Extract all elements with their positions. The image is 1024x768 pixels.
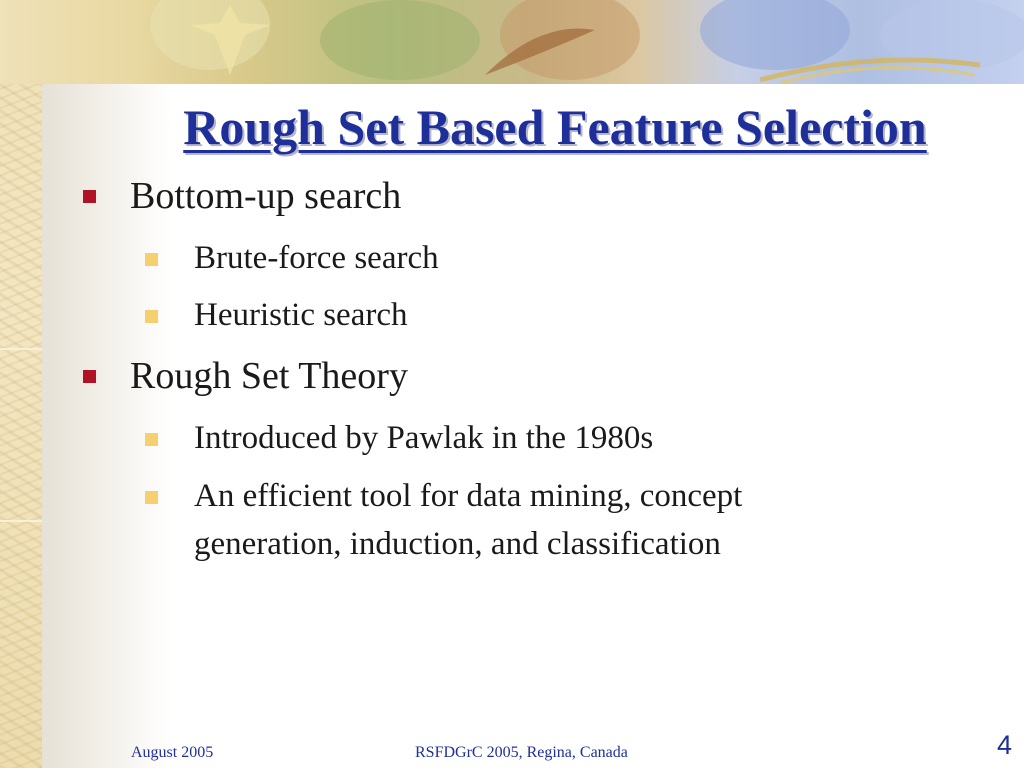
sub-bullet-item: [194, 414, 653, 462]
sub-bullet-text: An efficient tool for data mining, concept generation, induction, and classification: [194, 478, 743, 562]
sub-bullet-item: [194, 291, 408, 339]
footer-date: August 2005: [131, 744, 214, 761]
bullet-item: [130, 354, 408, 398]
bullet-text: Bottom-up search: [130, 175, 402, 217]
square-bullet-icon: [83, 370, 96, 383]
footer-venue: RSFDGrC 2005, Regina, Canada: [415, 744, 628, 761]
square-sub-bullet-icon: [145, 253, 158, 266]
sub-bullet-text: Introduced by Pawlak in the 1980s: [194, 420, 654, 456]
sub-bullet-item: [194, 234, 439, 282]
sub-bullet-item: [194, 472, 884, 568]
sub-bullet-text: Heuristic search: [194, 297, 408, 333]
square-sub-bullet-icon: [145, 310, 158, 323]
sub-bullet-text: Brute-force search: [194, 240, 439, 276]
square-sub-bullet-icon: [145, 491, 158, 504]
bullet-text: Rough Set Theory: [130, 355, 408, 397]
slide-number: 4: [996, 730, 1012, 760]
square-bullet-icon: [83, 190, 96, 203]
bullet-item: [130, 174, 401, 218]
square-sub-bullet-icon: [145, 433, 158, 446]
slide-title: Rough Set Based Feature Selection: [183, 99, 927, 155]
